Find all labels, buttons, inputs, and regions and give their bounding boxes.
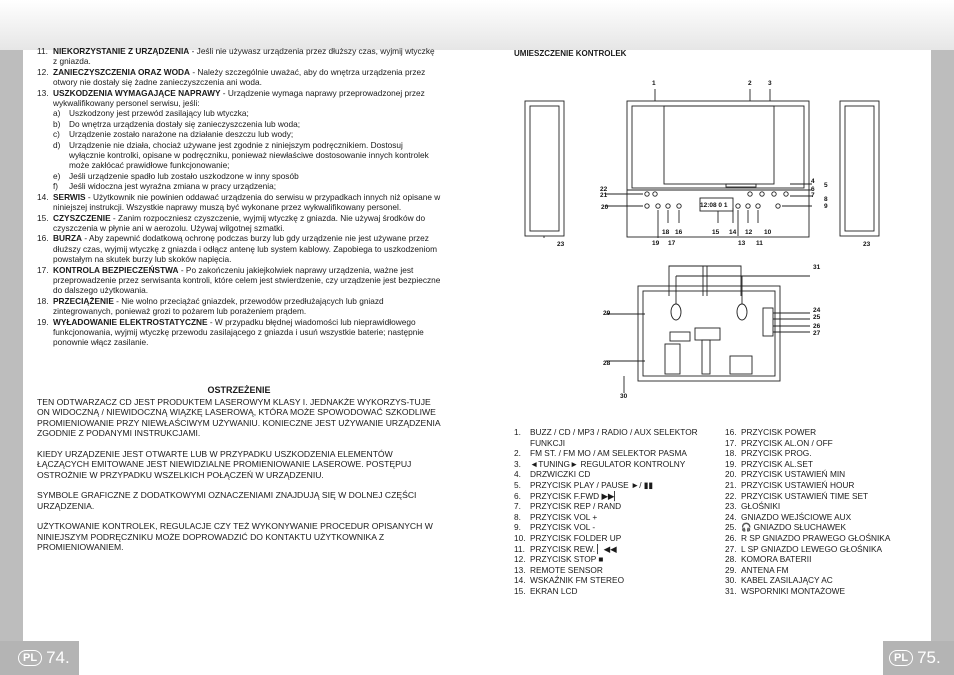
sub-text: Do wnętrza urządzenia dostały się zanieczyszczenia lub woda; [69, 118, 301, 129]
legend-number: 25. [725, 522, 737, 533]
legend-number: 19. [725, 458, 737, 469]
page-number-right: 75. [917, 648, 941, 667]
item-number: 15. [37, 212, 49, 223]
damage-list-item [37, 181, 441, 191]
legend-item [514, 469, 719, 480]
legend-number: 7. [514, 501, 521, 512]
mounting-bracket-left [671, 304, 681, 320]
callout: 1 [652, 80, 656, 87]
left-speaker-inner [530, 106, 559, 231]
safety-instructions [37, 46, 441, 348]
item-title: PRZECIĄŻENIE [53, 295, 114, 306]
legend-text: PRZYCISK AL.ON / OFF [741, 437, 833, 448]
legend-number: 8. [514, 511, 521, 522]
controls-legend-left [514, 427, 719, 597]
controls-diagram [520, 76, 905, 406]
callout: 26 [813, 323, 821, 330]
legend-text: DRZWICZKI CD [530, 469, 591, 480]
legend-item [514, 522, 719, 533]
item-body: - W przypadku błędnej wiadomości lub nieprawidłowego funkcjonowania, wyjmij wtyczkę przewodu zasilającego z gniazda i usuń wszystkie baterie; następnie ponownie włącz zasilanie. [53, 316, 424, 348]
item-number: 14. [37, 191, 49, 202]
callout: 28 [603, 360, 611, 367]
item-body: - Zanim rozpoczniesz czyszczenie, wyjmij wtyczkę z gniazda. Nie używaj środków do czyszczenia w płynie ani w aerozolu. Używaj wilgotnej szmatki. [53, 212, 426, 233]
top-banner [0, 0, 954, 50]
legend-text: PRZYCISK AL.SET [741, 458, 813, 469]
legend-number: 10. [514, 532, 526, 543]
sub-letter: a) [53, 108, 61, 119]
item-title: SERWIS [53, 191, 86, 202]
item-number: 19. [37, 316, 49, 327]
legend-text: REMOTE SENSOR [530, 564, 603, 575]
legend-number: 28. [725, 554, 737, 565]
callout: 31 [813, 264, 821, 271]
legend-text: PRZYCISK STOP ■ [530, 554, 604, 565]
sub-letter: d) [53, 139, 61, 150]
callout: 5 [824, 182, 828, 189]
callout: 29 [603, 310, 611, 317]
language-badge: PL [889, 650, 913, 666]
warning-paragraph: UŻYTKOWANIE KONTROLEK, REGULACJE CZY TEŻ WYKONYWANIE PROCEDUR OPISANYCH W NINIEJSZYM PODRĘCZNIKU MOŻE DOPROWADZIĆ DO KONTAKTU UŻYTKOWNIKA Z PROMIENIOWANIEM. [37, 521, 433, 552]
legend-number: 9. [514, 522, 521, 533]
legend-item [514, 533, 719, 544]
callout: 23 [863, 241, 871, 248]
callout: 12 [745, 229, 753, 236]
legend-item [725, 438, 915, 449]
language-badge: PL [18, 650, 42, 666]
legend-number: 11. [514, 543, 525, 554]
legend-item [514, 565, 719, 576]
item-body: - Aby zapewnić dodatkową ochronę podczas burzy lub gdy urządzenie nie jest używane przez dłuższy czas, wyjmij wtyczkę z gniazda i odłącz antenę lub system kablowy. Zapobiega to uszkodzeniom powstałym na skutek burzy lub skoków napięcia. [53, 233, 437, 265]
legend-item [725, 501, 915, 512]
legend-text: L SP GNIAZDO LEWEGO GŁOŚNIKA [741, 543, 883, 554]
item-text [53, 67, 441, 88]
legend-text: GNIAZDO WEJŚCIOWE AUX [741, 511, 852, 522]
sub-text: Urządzenie nie działa, chociaż używane jest zgodnie z niniejszym podręcznikiem. Dostosuj wyłącznie kontrolki, opisane w podręczniku, ponieważ niewłaściwe dostosowanie innych kontrolek może zakłócać prawidłowe funkcjonowanie; [69, 139, 429, 171]
callout: 22 [600, 186, 608, 193]
legend-number: 20. [725, 469, 737, 480]
cd-door [664, 106, 774, 184]
item-text [53, 213, 441, 234]
legend-number: 29. [725, 564, 737, 575]
battery-compartment [665, 344, 680, 374]
legend-item [514, 554, 719, 565]
item-number: 11. [37, 46, 48, 56]
legend-number: 6. [514, 490, 521, 501]
item-title: USZKODZENIA WYMAGAJĄCE NAPRAWY [53, 87, 221, 98]
legend-item [725, 544, 915, 555]
item-text [53, 88, 441, 109]
legend-number: 12. [514, 554, 526, 565]
legend-item [514, 586, 719, 597]
warning-paragraph: KIEDY URZĄDZENIE JEST OTWARTE LUB W PRZYPADKU USZKODZENIA ELEMENTÓW ŁĄCZĄCYCH EMITOWANE JEST NIEWIDZIALNE PROMIENIOWANIE LASEROWE. POSTĘPUJ OSTROŻNIE W PRZYPADKU WSZELKICH POŁĄCZEŃ W URZĄDZENIU. [37, 448, 412, 480]
legend-item [725, 427, 915, 438]
legend-text: PRZYCISK PROG. [741, 448, 812, 459]
legend-text: FM ST. / FM MO / AM SELEKTOR PASMA [530, 448, 687, 459]
legend-item [514, 459, 719, 470]
legend-item [725, 575, 915, 586]
legend-text: PRZYCISK REP / RAND [530, 501, 622, 512]
right-margin-bar [931, 50, 954, 675]
item-text [53, 317, 441, 348]
damage-list-item [37, 171, 441, 181]
legend-number: 15. [514, 585, 526, 596]
item-title: BURZA [53, 233, 83, 244]
item-text [53, 233, 441, 264]
legend-number: 26. [725, 532, 737, 543]
callout: 6 [811, 186, 815, 193]
legend-number: 1. [514, 427, 521, 437]
legend-number: 31. [725, 585, 737, 596]
legend-text: PRZYCISK VOL + [530, 511, 598, 522]
right-speaker [840, 101, 879, 236]
callout: 20 [601, 204, 609, 211]
sub-letter: f) [53, 181, 59, 192]
legend-number: 27. [725, 543, 737, 554]
safety-item [37, 296, 441, 317]
legend-text: PRZYCISK USTAWIEŃ TIME SET [741, 490, 869, 501]
controls-title: UMIESZCZENIE KONTROLEK [514, 49, 627, 58]
legend-item [725, 512, 915, 523]
legend-text: ANTENA FM [741, 564, 789, 575]
legend-number: 17. [725, 437, 737, 448]
legend-number: 21. [725, 479, 737, 490]
legend-number: 23. [725, 501, 737, 512]
legend-item [725, 533, 915, 544]
sub-text: Urządzenie zostało narażone na działanie deszczu lub wody; [69, 129, 294, 140]
legend-number: 22. [725, 490, 737, 501]
callout: 23 [557, 241, 565, 248]
legend-item [514, 491, 719, 502]
legend-item [514, 544, 719, 555]
callout: 16 [675, 229, 683, 236]
callout: 10 [764, 229, 772, 236]
footer-left [0, 641, 79, 675]
legend-text: WSKAŹNIK FM STEREO [530, 575, 625, 586]
callout: 19 [652, 240, 660, 247]
legend-number: 4. [514, 469, 521, 480]
item-text [53, 192, 441, 213]
legend-item [725, 586, 915, 597]
footer-right [883, 641, 954, 675]
legend-number: 5. [514, 479, 521, 490]
legend-number: 18. [725, 448, 737, 459]
callout: 7 [811, 192, 815, 199]
item-body: - Urządzenie wymaga naprawy przeprowadzonej przez wykwalifikowany personel serwisu, jeśli: [53, 87, 425, 109]
callout: 11 [756, 240, 763, 247]
legend-item [514, 480, 719, 491]
callout: 18 [662, 229, 670, 236]
item-text [53, 265, 441, 296]
item-number: 12. [37, 66, 49, 77]
left-speaker [525, 101, 564, 236]
controls-legend-right [725, 427, 915, 597]
legend-text: KOMORA BATERII [741, 554, 812, 565]
safety-item [37, 317, 441, 348]
legend-text: EKRAN LCD [530, 585, 578, 596]
page-number-left: 74. [46, 648, 70, 667]
damage-list-item [37, 108, 441, 118]
mounting-bracket-right [737, 304, 747, 320]
safety-item [37, 67, 441, 88]
callout: 15 [712, 229, 720, 236]
damage-list-item [37, 140, 441, 171]
legend-text: GŁOŚNIKI [741, 501, 781, 512]
main-unit-top-panel [632, 106, 804, 188]
legend-text: PRZYCISK POWER [741, 427, 817, 437]
callout: 4 [811, 178, 815, 185]
safety-item [37, 265, 441, 296]
legend-number: 24. [725, 511, 737, 522]
damage-list-item [37, 129, 441, 139]
legend-item [725, 448, 915, 459]
legend-item [725, 554, 915, 565]
legend-number: 16. [725, 427, 737, 437]
legend-number: 2. [514, 448, 521, 459]
warning-paragraph: SYMBOLE GRAFICZNE Z DODATKOWYMI OZNACZENIAMI ZNAJDUJĄ SIĘ W DOLNEJ CZĘŚCI URZĄDZENIA. [37, 490, 417, 511]
callout: 17 [668, 240, 676, 247]
legend-text: PRZYCISK VOL - [530, 522, 596, 533]
item-body: - Nie wolno przeciążać gniazdek, przewodów przedłużających lub gniazd zintegrowanych, ponieważ grozi to pożarem lub porażeniem prądem. [53, 295, 384, 317]
legend-text: BUZZ / CD / MP3 / RADIO / AUX SELEKTOR FUNKCJI [530, 427, 698, 448]
callout: 24 [813, 307, 821, 314]
item-number: 13. [37, 87, 49, 98]
legend-text: PRZYCISK USTAWIEŃ MIN [741, 469, 846, 480]
sub-text: Uszkodzony jest przewód zasilający lub wtyczka; [69, 108, 249, 119]
lcd-readout: 12:08 0 1 [700, 202, 728, 209]
legend-text: PRZYCISK F.FWD ▶▶▏ [530, 490, 621, 501]
item-body: - Jeśli nie używasz urządzenia przez dłuższy czas, wyjmij wtyczkę z gniazda. [53, 46, 435, 67]
sub-text: Jeśli urządzenie spadło lub zostało uszkodzone w inny sposób [69, 170, 299, 181]
safety-item [37, 88, 441, 109]
item-body: - Po zakończeniu jakiejkolwiek naprawy urządzenia, ważne jest przeprowadzenie przez serwisanta kontroli, które celem jest stwierdzenie, czy urządzenie jest bezpieczne do dalszego użytkowania. [53, 264, 441, 296]
legend-item [514, 575, 719, 586]
safety-item [37, 213, 441, 234]
item-number: 18. [37, 295, 49, 306]
legend-item [514, 512, 719, 523]
sub-text: Jeśli widoczna jest wyraźna zmiana w pracy urządzenia; [69, 181, 277, 192]
sub-letter: b) [53, 118, 61, 129]
safety-item [37, 192, 441, 213]
callout: 13 [738, 240, 746, 247]
legend-text: PRZYCISK USTAWIEŃ HOUR [741, 479, 855, 490]
callout: 25 [813, 314, 821, 321]
legend-text: PRZYCISK REW. ▏◀◀ [530, 543, 617, 554]
legend-text: R SP GNIAZDO PRAWEGO GŁOŚNIKA [741, 532, 891, 543]
item-text [53, 296, 441, 317]
safety-item [37, 46, 441, 67]
safety-item [37, 233, 441, 264]
item-title: KONTROLA BEZPIECZEŃSTWA [53, 264, 179, 275]
legend-text: WSPORNIKI MONTAŻOWE [741, 585, 846, 596]
legend-item [725, 522, 915, 533]
callout: 3 [768, 80, 772, 87]
item-number: 16. [37, 233, 49, 244]
item-body: - Należy szczególnie uważać, aby do wnętrza urządzenia przez otwory nie dostały się żadne zanieczyszczenia ani woda. [53, 66, 426, 88]
legend-text: PRZYCISK FOLDER UP [530, 532, 622, 543]
item-title: CZYSZCZENIE [53, 212, 111, 223]
item-text [53, 46, 441, 67]
sub-letter: e) [53, 170, 61, 181]
legend-number: 30. [725, 575, 737, 586]
legend-text: 🎧 GNIAZDO SŁUCHAWEK [741, 522, 846, 533]
sub-letter: c) [53, 129, 60, 140]
item-title: ZANIECZYSZCZENIA ORAZ WODA [53, 66, 191, 77]
damage-list-item [37, 119, 441, 129]
callout: 21 [600, 192, 608, 199]
warning-title: OSTRZEŻENIE [207, 385, 271, 395]
legend-item [514, 448, 719, 459]
legend-item [725, 480, 915, 491]
callout: 27 [813, 330, 821, 337]
callout: 14 [729, 229, 737, 236]
legend-item [514, 427, 719, 448]
right-speaker-inner [845, 106, 874, 231]
laser-warning [37, 385, 441, 563]
callout: 9 [824, 203, 828, 210]
item-body: - Użytkownik nie powinien oddawać urządzenia do serwisu w przypadkach innych niż opisane w niniejszej instrukcji. Wszystkie naprawy muszą być wykonane przez wykwalifikowany personel. [53, 191, 441, 213]
callout: 30 [620, 393, 628, 400]
legend-text: PRZYCISK PLAY / PAUSE ►/ ▮▮ [530, 479, 653, 490]
legend-text: ◄TUNING► REGULATOR KONTROLNY [530, 458, 686, 469]
legend-text: KABEL ZASILAJĄCY AC [741, 575, 833, 586]
warning-paragraph: TEN ODTWARZACZ CD JEST PRODUKTEM LASEROWYM KLASY I. JEDNAKŻE WYKORZYS-TUJE ON WIDOCZNĄ / NIEWIDOCZNĄ WIĄZKĘ LASEROWĄ, KTÓRA MOŻE SPOWODOWAĆ SZKODLIWE PROMIENIOWANIE PRZY NIEWŁAŚCIWYM UŻYWANIU. KONIECZNE JEST UŻYWANIE URZĄDZENIA ZGODNIE Z PODANYMI INSTRUKCJAMI. [37, 396, 441, 438]
legend-item [725, 491, 915, 502]
legend-item [725, 565, 915, 576]
legend-number: 3. [514, 458, 521, 469]
item-title: NIEKORZYSTANIE Z URZĄDZENIA [53, 46, 190, 56]
legend-number: 14. [514, 575, 526, 586]
item-number: 17. [37, 264, 49, 275]
rear-panel [638, 286, 780, 381]
legend-item [725, 469, 915, 480]
legend-item [514, 501, 719, 512]
callout: 2 [748, 80, 752, 87]
legend-number: 13. [514, 564, 526, 575]
legend-item [725, 459, 915, 470]
left-margin-bar [0, 50, 23, 675]
callout: 8 [824, 196, 828, 203]
item-title: WYŁADOWANIE ELEKTROSTATYCZNE [53, 316, 208, 327]
